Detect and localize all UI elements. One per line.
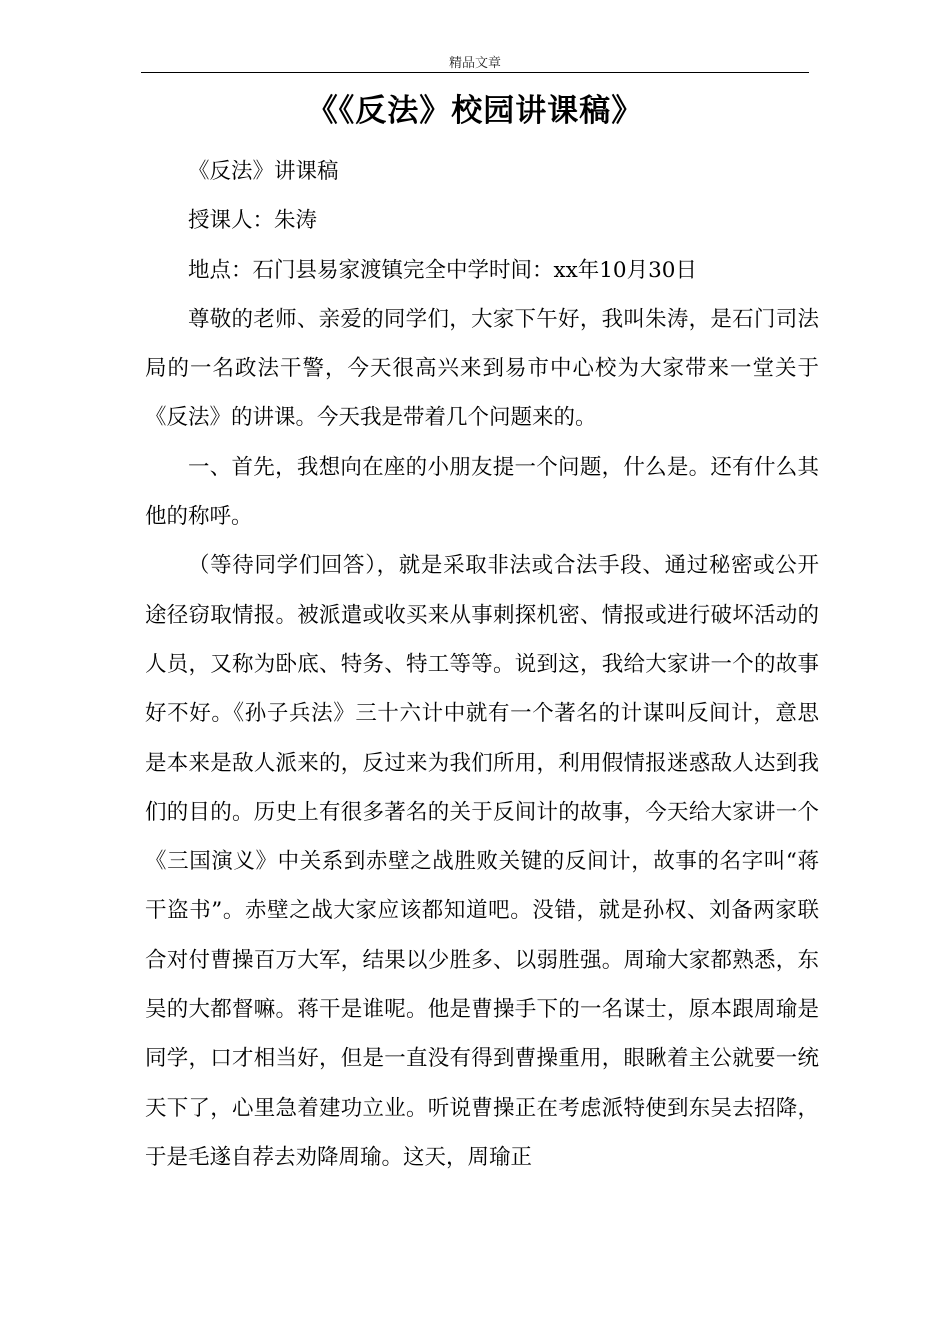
paragraph-location-time: 地点：石门县易家渡镇完全中学时间：xx年10月30日 [188,257,697,283]
paragraph-lecturer: 授课人：朱涛 [188,208,318,234]
header-divider [141,72,809,73]
paragraph-lecture-name: 《反法》讲课稿 [188,159,339,184]
document-body [145,147,819,1182]
page-header-label: 精品文章 [448,56,501,71]
paragraph-story: （等待同学们回答），就是采取非法或合法手段、通过秘密或公开途径窃取情报。被派遣或收买来从事刺探机密、情报或进行破坏活动的人员，又称为卧底、特务、特工等等。说到这，我给大家讲一个的故事好不好。《孙子兵法》三十六计中就有一个著名的计谋叫反间计，意思是本来是敌人派来的，反过来为我们所用，利用假情报迷惑敌人达到我们的目的。历史上有很多著名的关于反间计的故事，今天给大家讲一个《三国演义》中关系到赤壁之战胜败关键的反间计，故事的名字叫“蒋干盗书”。赤壁之战大家应该都知道吧。没错，就是孙权、刘备两家联合对付曹操百万大军，结果以少胜多、以弱胜强。周瑜大家都熟悉，东吴的大都督嘛。蒋干是谁呢。他是曹操手下的一名谋士，原本跟周瑜是同学，口才相当好，但是一直没有得到曹操重用，眼瞅着主公就要一统天下了，心里急着建功立业。听说曹操正在考虑派特使到东吴去招降，于是毛遂自荐去劝降周瑜。这天，周瑜正 [145,553,819,1170]
paragraph-question-one: 一、首先，我想向在座的小朋友提一个问题，什么是。还有什么其他的称呼。 [145,454,819,530]
document-title: 《《反法》校园讲课稿》 [306,93,644,129]
paragraph-greeting: 尊敬的老师、亲爱的同学们，大家下午好，我叫朱涛，是石门司法局的一名政法干警，今天很高兴来到易市中心校为大家带来一堂关于《反法》的讲课。今天我是带着几个问题来的。 [145,306,819,431]
